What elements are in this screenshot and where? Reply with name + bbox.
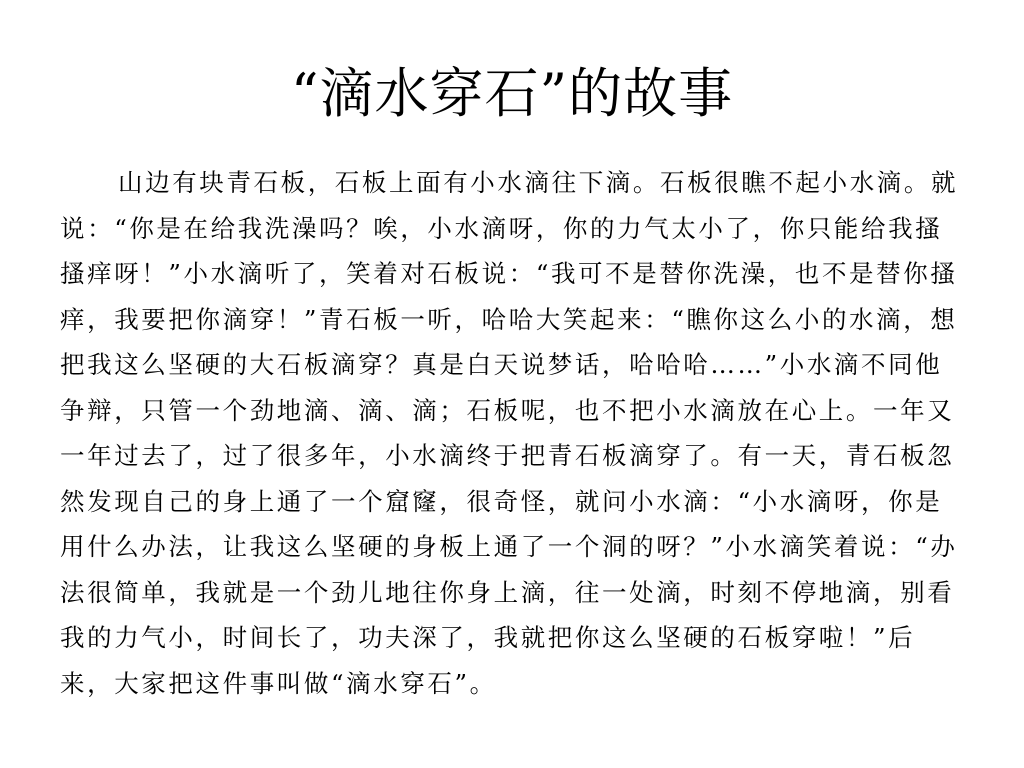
slide-title: “滴水穿石”的故事 xyxy=(290,62,734,125)
story-paragraph: 山边有块青石板，石板上面有小水滴往下滴。石板很瞧不起小水滴。就说：“你是在给我洗澡吗？唉，小水滴呀，你的力气太小了，你只能给我搔搔痒呀！”小水滴听了，笑着对石板说：“我可不是替你洗澡，也不是替你搔痒，我要把你滴穿！”青石板一听，哈哈大笑起来：“瞧你这么小的水滴，想把我这么坚硬的大石板滴穿？真是白天说梦话，哈哈哈……”小水滴不同他争辩，只管一个劲地滴、滴、滴；石板呢，也不把小水滴放在心上。一年又一年过去了，过了很多年，小水滴终于把青石板滴穿了。有一天，青石板忽然发现自己的身上通了一个窟窿，很奇怪，就问小水滴：“小水滴呀，你是用什么办法，让我这么坚硬的身板上通了一个洞的呀？”小水滴笑着说：“办法很简单，我就是一个劲儿地往你身上滴，往一处滴，时刻不停地滴，别看我的力气小，时间长了，功夫深了，我就把你这么坚硬的石板穿啦！”后来，大家把这件事叫做“滴水穿石”。 xyxy=(60,168,959,698)
